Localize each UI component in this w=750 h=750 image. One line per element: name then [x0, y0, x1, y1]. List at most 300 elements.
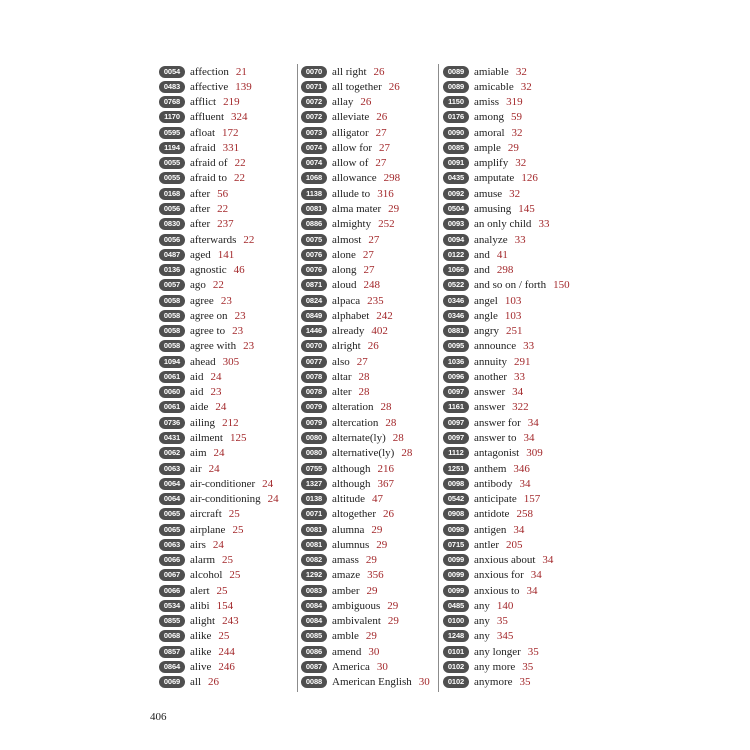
entry-number-badge: 0090 [443, 127, 469, 139]
entry-number-badge: 0864 [159, 661, 185, 673]
entry-number-badge: 0081 [301, 524, 327, 536]
index-entry [159, 171, 295, 186]
entry-word: antidote [474, 508, 510, 521]
entry-word: alpaca [332, 294, 361, 307]
entry-page-reference: 367 [377, 477, 394, 490]
entry-word: America [332, 660, 370, 673]
index-entry [443, 385, 593, 400]
entry-page-reference: 27 [368, 233, 380, 246]
entry-number-badge: 0065 [159, 508, 185, 520]
index-column-2 [301, 64, 437, 690]
entry-word: amoral [474, 126, 505, 139]
entry-number-badge: 0074 [301, 142, 327, 154]
entry-word: alight [190, 615, 216, 628]
entry-number-badge: 0058 [159, 310, 185, 322]
entry-page-reference: 125 [230, 432, 247, 444]
index-entry [443, 171, 593, 186]
index-entry [443, 339, 593, 354]
entry-number-badge: 0849 [301, 310, 327, 322]
index-entry [159, 461, 295, 476]
entry-number-badge: 0085 [301, 630, 327, 642]
entry-number-badge: 0176 [443, 111, 469, 123]
entry-number-badge: 0136 [159, 264, 185, 276]
index-entry [159, 614, 295, 629]
entry-word: any [474, 615, 490, 628]
index-entry [159, 369, 295, 384]
entry-page-reference: 25 [218, 630, 230, 643]
entry-number-badge: 1446 [301, 325, 327, 337]
entry-number-badge: 0064 [159, 478, 185, 490]
entry-number-badge: 0080 [301, 432, 327, 444]
index-entry [301, 385, 437, 400]
entry-number-badge: 0058 [159, 295, 185, 307]
index-entry [301, 629, 437, 644]
entry-page-reference: 103 [504, 294, 522, 307]
entry-word: agree with [190, 340, 237, 353]
entry-number-badge: 0542 [443, 493, 469, 505]
entry-word: allow for [332, 141, 373, 154]
entry-word: angle [474, 309, 498, 322]
entry-word: ago [190, 279, 206, 292]
entry-page-reference: 26 [382, 508, 394, 521]
entry-word: any [474, 630, 490, 643]
entry-number-badge: 0073 [301, 127, 327, 139]
entry-page-reference: 23 [210, 386, 222, 399]
entry-number-badge: 0077 [301, 356, 327, 368]
entry-word: antigen [474, 523, 507, 536]
entry-word: alleviate [332, 111, 370, 124]
entry-page-reference: 126 [521, 172, 538, 185]
index-entry [159, 598, 295, 613]
index-entry [443, 369, 593, 384]
entry-word: another [474, 370, 507, 383]
index-entry [443, 629, 593, 644]
entry-number-badge: 0095 [443, 340, 469, 352]
entry-page-reference: 34 [513, 523, 525, 536]
entry-page-reference: 298 [496, 264, 514, 277]
entry-number-badge: 0138 [301, 493, 327, 505]
entry-number-badge: 0908 [443, 508, 469, 520]
entry-word: agree on [190, 309, 228, 322]
entry-number-badge: 0067 [159, 569, 185, 581]
entry-word: antibody [474, 477, 513, 490]
entry-number-badge: 0066 [159, 585, 185, 597]
entry-word: after [190, 203, 211, 216]
entry-word: alibi [190, 599, 210, 612]
entry-number-badge: 0078 [301, 371, 327, 383]
entry-word: aloud [332, 279, 357, 292]
entry-number-badge: 0074 [301, 157, 327, 169]
entry-page-reference: 25 [222, 554, 234, 567]
entry-number-badge: 0094 [443, 234, 469, 246]
entry-page-reference: 298 [383, 172, 401, 185]
entry-page-reference: 139 [235, 80, 252, 93]
index-entry [159, 324, 295, 339]
entry-word: amicable [474, 80, 514, 93]
entry-word: ailing [190, 416, 216, 429]
entry-number-badge: 0063 [159, 539, 185, 551]
entry-word: any more [474, 660, 516, 673]
entry-number-badge: 0098 [443, 478, 469, 490]
column-divider [438, 64, 439, 692]
entry-word: amber [332, 584, 360, 597]
entry-number-badge: 0058 [159, 340, 185, 352]
index-entry [443, 537, 593, 552]
entry-word: afraid [190, 141, 216, 154]
entry-word: antagonist [474, 447, 520, 460]
entry-page-reference: 29 [371, 523, 383, 536]
index-entry [301, 400, 437, 415]
entry-word: alike [190, 630, 212, 643]
entry-word: after [190, 218, 211, 231]
entry-word: although [332, 462, 371, 475]
entry-number-badge: 1112 [443, 447, 469, 459]
entry-page-reference: 30 [368, 645, 380, 658]
index-entry [443, 598, 593, 613]
entry-word: altogether [332, 508, 376, 521]
entry-page-reference: 41 [496, 248, 508, 261]
index-entry [301, 507, 437, 522]
entry-number-badge: 1327 [301, 478, 327, 490]
index-entry [159, 247, 295, 262]
index-entry [159, 568, 295, 583]
entry-page-reference: 29 [387, 615, 399, 628]
entry-word: answer [474, 401, 506, 414]
index-entry [159, 430, 295, 445]
entry-word: alone [332, 248, 356, 261]
entry-word: alter [332, 386, 352, 399]
entry-number-badge: 1138 [301, 188, 327, 200]
entry-page-reference: 25 [232, 523, 244, 536]
entry-page-reference: 33 [514, 233, 526, 246]
entry-number-badge: 0715 [443, 539, 469, 551]
entry-page-reference: 319 [506, 96, 523, 109]
entry-page-reference: 246 [218, 660, 235, 673]
entry-page-reference: 324 [231, 111, 248, 124]
index-entry [159, 186, 295, 201]
index-entry [159, 232, 295, 247]
entry-word: alteration [332, 401, 374, 414]
entry-page-reference: 258 [516, 508, 533, 521]
index-entry [301, 247, 437, 262]
entry-word: answer to [474, 432, 517, 444]
entry-number-badge: 0072 [301, 96, 327, 108]
entry-number-badge: 0886 [301, 218, 327, 230]
page-number: 406 [150, 711, 167, 723]
entry-page-reference: 56 [217, 187, 229, 200]
index-column-3 [443, 64, 593, 690]
entry-number-badge: 1251 [443, 463, 469, 475]
index-entry [301, 583, 437, 598]
index-entry [301, 278, 437, 293]
entry-number-badge: 0082 [301, 554, 327, 566]
entry-page-reference: 205 [506, 538, 523, 551]
entry-number-badge: 0083 [301, 585, 327, 597]
entry-word: anxious for [474, 569, 524, 582]
entry-page-reference: 145 [518, 203, 535, 216]
entry-page-reference: 22 [233, 172, 245, 185]
entry-number-badge: 0070 [301, 66, 327, 78]
index-entry [443, 79, 593, 94]
index-entry [159, 507, 295, 522]
entry-page-reference: 24 [215, 401, 227, 414]
entry-number-badge: 0056 [159, 234, 185, 246]
index-entry [159, 476, 295, 491]
index-entry [443, 201, 593, 216]
entry-word: all right [332, 65, 367, 78]
entry-word: alumna [332, 523, 365, 536]
entry-page-reference: 356 [367, 569, 384, 582]
entry-page-reference: 28 [401, 447, 413, 460]
entry-number-badge: 0075 [301, 234, 327, 246]
entry-word: almighty [332, 218, 372, 231]
entry-word: anticipate [474, 493, 517, 506]
entry-number-badge: 0487 [159, 249, 185, 261]
entry-page-reference: 32 [515, 65, 527, 78]
entry-word: and [474, 248, 490, 261]
entry-word: and [474, 264, 490, 277]
entry-word: announce [474, 340, 517, 353]
entry-word: afflict [190, 96, 217, 109]
entry-page-reference: 27 [379, 141, 391, 154]
entry-number-badge: 0102 [443, 676, 469, 688]
entry-page-reference: 27 [362, 248, 374, 261]
entry-page-reference: 322 [512, 401, 529, 414]
entry-number-badge: 0830 [159, 218, 185, 230]
entry-word: altitude [332, 493, 365, 506]
index-entry [443, 461, 593, 476]
entry-word: alumnus [332, 538, 370, 551]
entry-page-reference: 242 [376, 309, 393, 322]
index-entry [443, 507, 593, 522]
entry-page-reference: 25 [228, 508, 240, 521]
index-entry [301, 293, 437, 308]
entry-number-badge: 1194 [159, 142, 185, 154]
entry-word: airplane [190, 523, 226, 536]
entry-page-reference: 22 [243, 233, 255, 246]
entry-number-badge: 0096 [443, 371, 469, 383]
entry-word: ambivalent [332, 615, 381, 628]
entry-page-reference: 35 [522, 660, 534, 673]
entry-page-reference: 24 [210, 370, 222, 383]
index-entry [443, 186, 593, 201]
entry-number-badge: 0431 [159, 432, 185, 444]
entry-word: alarm [190, 554, 216, 567]
index-entry [301, 262, 437, 277]
entry-word: amusing [474, 203, 512, 216]
entry-number-badge: 0522 [443, 279, 469, 291]
index-entry [443, 354, 593, 369]
index-entry [301, 186, 437, 201]
entry-word: aide [190, 401, 209, 414]
entry-page-reference: 150 [553, 279, 570, 292]
entry-word: among [474, 111, 504, 124]
index-entry [301, 369, 437, 384]
entry-word: agnostic [190, 264, 227, 277]
entry-page-reference: 33 [523, 340, 535, 353]
entry-page-reference: 22 [234, 157, 246, 170]
index-entry [159, 278, 295, 293]
entry-word: afraid to [190, 172, 227, 185]
index-entry [301, 79, 437, 94]
index-entry [443, 491, 593, 506]
entry-page-reference: 172 [222, 126, 239, 139]
index-entry [301, 95, 437, 110]
index-entry [159, 354, 295, 369]
entry-page-reference: 33 [538, 218, 550, 231]
index-entry [159, 644, 295, 659]
index-entry [443, 522, 593, 537]
entry-word: affection [190, 65, 229, 78]
index-entry [159, 415, 295, 430]
index-entry [301, 201, 437, 216]
entry-page-reference: 345 [496, 630, 514, 643]
index-entry [443, 262, 593, 277]
index-entry [301, 446, 437, 461]
entry-page-reference: 30 [418, 676, 430, 689]
entry-word: alphabet [332, 309, 370, 322]
index-entry [443, 675, 593, 690]
index-entry [159, 201, 295, 216]
index-entry [301, 140, 437, 155]
entry-number-badge: 0055 [159, 157, 185, 169]
entry-number-badge: 0483 [159, 81, 185, 93]
entry-page-reference: 32 [511, 126, 523, 139]
entry-page-reference: 27 [375, 126, 387, 139]
entry-number-badge: 1161 [443, 401, 469, 413]
entry-word: along [332, 264, 357, 277]
entry-number-badge: 0076 [301, 264, 327, 276]
entry-number-badge: 0062 [159, 447, 185, 459]
entry-word: almost [332, 233, 362, 246]
entry-word: amaze [332, 569, 361, 582]
entry-number-badge: 0066 [159, 554, 185, 566]
index-entry [159, 262, 295, 277]
entry-page-reference: 23 [220, 294, 232, 307]
entry-number-badge: 0061 [159, 401, 185, 413]
entry-number-badge: 1292 [301, 569, 327, 581]
index-entry [301, 415, 437, 430]
entry-number-badge: 0079 [301, 417, 327, 429]
entry-number-badge: 0081 [301, 539, 327, 551]
entry-number-badge: 0534 [159, 600, 185, 612]
entry-word: ambiguous [332, 599, 381, 612]
entry-number-badge: 0857 [159, 646, 185, 658]
index-entry [443, 553, 593, 568]
index-entry [443, 217, 593, 232]
entry-word: allowance [332, 172, 377, 185]
entry-word: ailment [190, 432, 223, 444]
entry-page-reference: 29 [387, 599, 399, 612]
index-entry [159, 64, 295, 79]
entry-word: already [332, 325, 365, 338]
entry-word: aim [190, 447, 207, 460]
entry-number-badge: 0061 [159, 371, 185, 383]
entry-number-badge: 0091 [443, 157, 469, 169]
entry-page-reference: 22 [212, 279, 224, 292]
entry-page-reference: 29 [365, 554, 377, 567]
index-entry [159, 293, 295, 308]
entry-number-badge: 0084 [301, 600, 327, 612]
entry-word: also [332, 355, 350, 368]
entry-number-badge: 1094 [159, 356, 185, 368]
entry-word: all [190, 676, 201, 689]
entry-word: alive [190, 660, 212, 673]
entry-page-reference: 402 [371, 325, 388, 338]
index-entry [443, 476, 593, 491]
entry-word: air [190, 462, 202, 475]
entry-word: alternative(ly) [332, 447, 395, 460]
index-entry [159, 110, 295, 125]
entry-page-reference: 26 [367, 340, 379, 353]
entry-word: all together [332, 80, 382, 93]
entry-page-reference: 24 [213, 447, 225, 460]
entry-number-badge: 0056 [159, 203, 185, 215]
index-entry [301, 217, 437, 232]
entry-page-reference: 25 [229, 569, 241, 582]
entry-page-reference: 26 [360, 96, 372, 109]
entry-page-reference: 23 [243, 340, 255, 353]
index-entry [301, 491, 437, 506]
entry-word: although [332, 477, 371, 490]
entry-page-reference: 46 [233, 264, 245, 277]
entry-page-reference: 154 [216, 599, 234, 612]
entry-word: altar [332, 370, 352, 383]
entry-page-reference: 28 [380, 401, 392, 414]
index-entry [301, 354, 437, 369]
index-entry [443, 140, 593, 155]
index-entry [159, 156, 295, 171]
entry-page-reference: 305 [222, 355, 240, 368]
entry-page-reference: 235 [367, 294, 384, 307]
entry-page-reference: 248 [363, 279, 380, 292]
entry-word: alright [332, 340, 361, 353]
entry-word: altercation [332, 416, 379, 429]
entry-number-badge: 0068 [159, 630, 185, 642]
entry-number-badge: 0855 [159, 615, 185, 627]
index-entry [443, 125, 593, 140]
entry-number-badge: 0057 [159, 279, 185, 291]
entry-word: after [190, 187, 211, 200]
index-entry [301, 64, 437, 79]
index-entry [159, 140, 295, 155]
index-entry [159, 522, 295, 537]
index-entry [443, 247, 593, 262]
index-entry [443, 400, 593, 415]
entry-number-badge: 0595 [159, 127, 185, 139]
entry-number-badge: 0072 [301, 111, 327, 123]
entry-number-badge: 0058 [159, 325, 185, 337]
entry-number-badge: 0069 [159, 676, 185, 688]
entry-page-reference: 32 [509, 187, 521, 200]
entry-page-reference: 331 [222, 141, 240, 154]
entry-page-reference: 47 [372, 493, 383, 506]
entry-word: analyze [474, 233, 508, 246]
entry-page-reference: 244 [218, 645, 235, 658]
entry-page-reference: 252 [378, 218, 395, 231]
entry-page-reference: 24 [267, 493, 279, 506]
entry-word: allude to [332, 187, 371, 200]
index-entry [301, 598, 437, 613]
entry-number-badge: 0085 [443, 142, 469, 154]
entry-page-reference: 291 [514, 355, 531, 368]
index-entry [443, 293, 593, 308]
entry-number-badge: 0055 [159, 172, 185, 184]
entry-number-badge: 0097 [443, 386, 469, 398]
entry-word: anthem [474, 462, 507, 475]
entry-number-badge: 0755 [301, 463, 327, 475]
entry-number-badge: 0346 [443, 295, 469, 307]
